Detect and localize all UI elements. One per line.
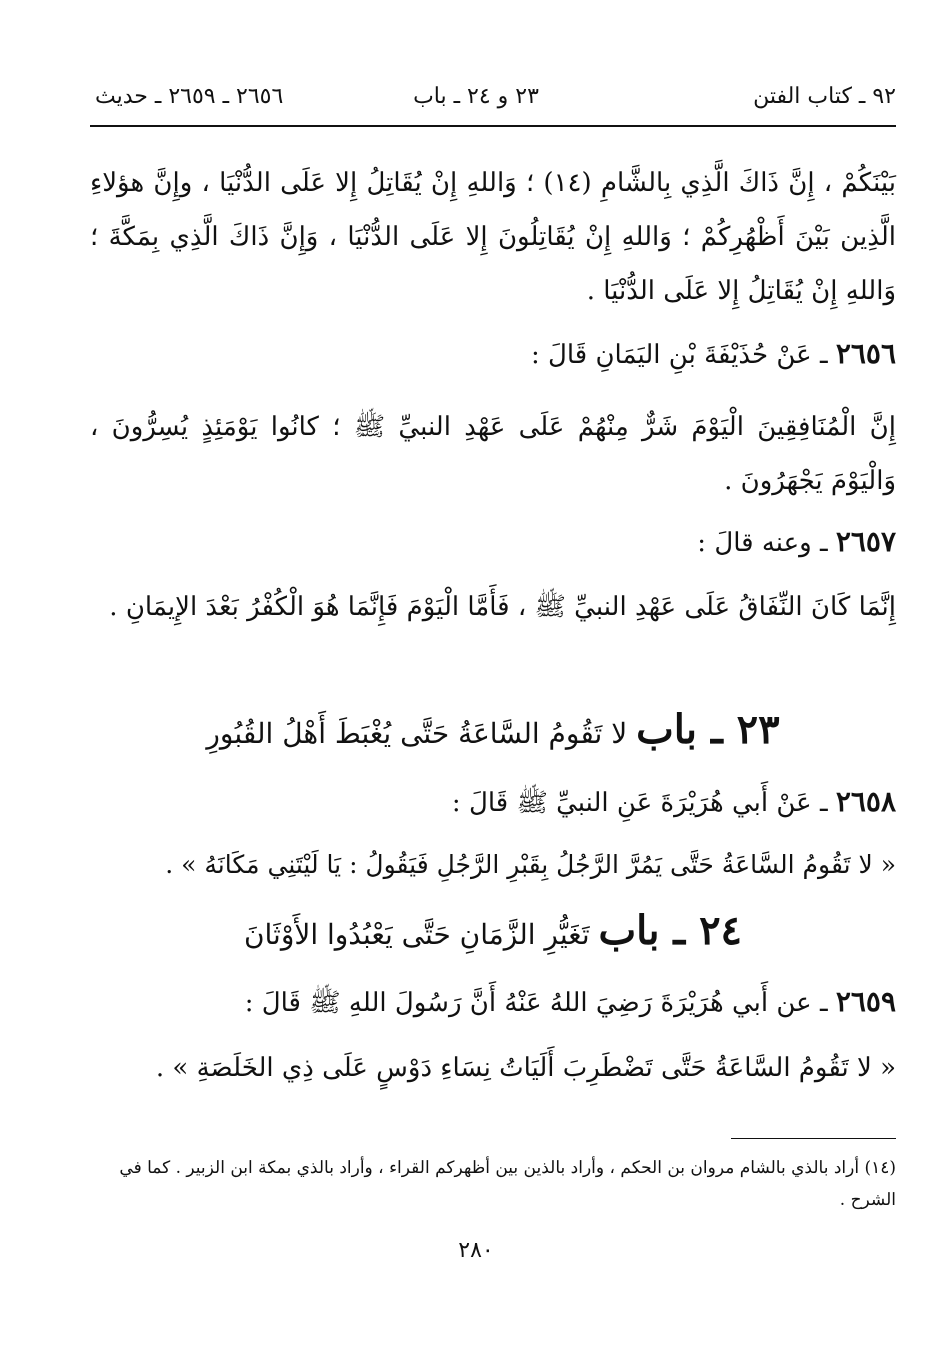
hadith-number: ٢٦٥٧ (835, 525, 896, 558)
running-header-book: ٩٢ ـ كتاب الفتن (753, 84, 896, 109)
hadith-number: ٢٦٥٦ (835, 337, 896, 370)
hadith-2658-text: « لا تَقُومُ السَّاعَةُ حَتَّى يَمُرَّ الرَّجُلُ بِقَبْرِ الرَّجُلِ فَيَقُولُ : يَا لَيْتَنِي مَكَانَهُ » . (165, 850, 896, 879)
hadith-narrator: ـ وعنه قالَ : (697, 528, 828, 558)
footnote-rule (731, 1138, 896, 1139)
chapter-title: تَغَيُّرِ الزَّمَانِ حَتَّى يَعْبُدُوا الأَوْثَانَ (243, 918, 590, 951)
header-rule (90, 125, 896, 127)
hadith-2657-text: إِنَّمَا كَانَ النِّفَاقُ عَلَى عَهْدِ النبيِّ ﷺ ، فَأَمَّا الْيَوْمَ فَإِنَّمَا هُوَ الْكُفْرُ بَعْدَ الإِيمَانِ . (109, 592, 896, 622)
hadith-2656-text: إِنَّ الْمُنَافِقِينَ الْيَوْمَ شَرٌّ مِنْهُمْ عَلَى عَهْدِ النبيِّ ﷺ ؛ كانُوا يَوْمَئِذٍ يُسِرُّونَ ، وَالْيَوْمَ يَجْهَرُونَ . (90, 412, 896, 496)
chapter-title: لا تَقُومُ السَّاعَةُ حَتَّى يُغْبَطَ أَهْلُ القُبُورِ (206, 717, 628, 750)
chapter-23-heading (90, 705, 896, 759)
paragraph-continuation: بَيْنَكُمْ ، إِنَّ ذَاكَ الَّذِي بِالشَّامِ (١٤) ؛ وَاللهِ إِنْ يُقَاتِلُ إِلا عَلَى الدُّنْيَا ، وإِنَّ هؤلاءِ الَّذِين بَيْنَ أَظْهُرِكُمْ ؛ وَاللهِ إِنْ يُقَاتِلُونَ إِلا عَلَى الدُّنْيَا ، وَإِنَّ ذَاكَ الَّذِي بِمَكَّةَ ؛ وَاللهِ إِنْ يُقَاتِلُ إِلا عَلَى الدُّنْيَا . (90, 168, 896, 306)
chapter-number: ٢٣ ـ باب (636, 706, 780, 753)
hadith-2659-heading (90, 982, 896, 1023)
hadith-2658-heading (90, 782, 896, 823)
chapter-number: ٢٤ ـ باب (598, 907, 743, 954)
hadith-narrator: ـ عن أَبي هُرَيْرَةَ رَضِيَ اللهُ عَنْهُ أَنَّ رَسُولَ اللهِ ﷺ قَالَ : (244, 988, 828, 1018)
hadith-2657-heading (90, 522, 896, 563)
hadith-narrator: ـ عَنْ حُذَيْفَةَ بْنِ اليَمَانِ قَالَ : (530, 340, 828, 370)
hadith-number: ٢٦٥٩ (835, 985, 896, 1018)
page-number: ٢٨٠ (458, 1238, 494, 1263)
chapter-24-heading (90, 906, 896, 960)
hadith-2659-text: « لا تَقُومُ السَّاعَةُ حَتَّى تَضْطَرِبَ أَلَيَاتُ نِسَاءِ دَوْسٍ عَلَى ذِي الخَلَصَةِ » . (155, 1053, 896, 1083)
hadith-number: ٢٦٥٨ (835, 785, 896, 818)
running-header-hadith-range: ٢٦٥٦ ـ ٢٦٥٩ ـ حديث (95, 84, 284, 109)
hadith-2656-heading (90, 334, 896, 375)
footnote: (١٤) أراد بالذي بالشام مروان بن الحكم ، وأراد بالذين بين أظهركم القراء ، وأراد بالذي بمكة ابن الزبير . كما في الشرح . (119, 1158, 896, 1210)
running-header-chapter: ٢٣ و ٢٤ ـ باب (413, 84, 539, 109)
hadith-narrator: ـ عَنْ أَبي هُرَيْرَةَ عَنِ النبيِّ ﷺ قَالَ : (451, 788, 828, 818)
